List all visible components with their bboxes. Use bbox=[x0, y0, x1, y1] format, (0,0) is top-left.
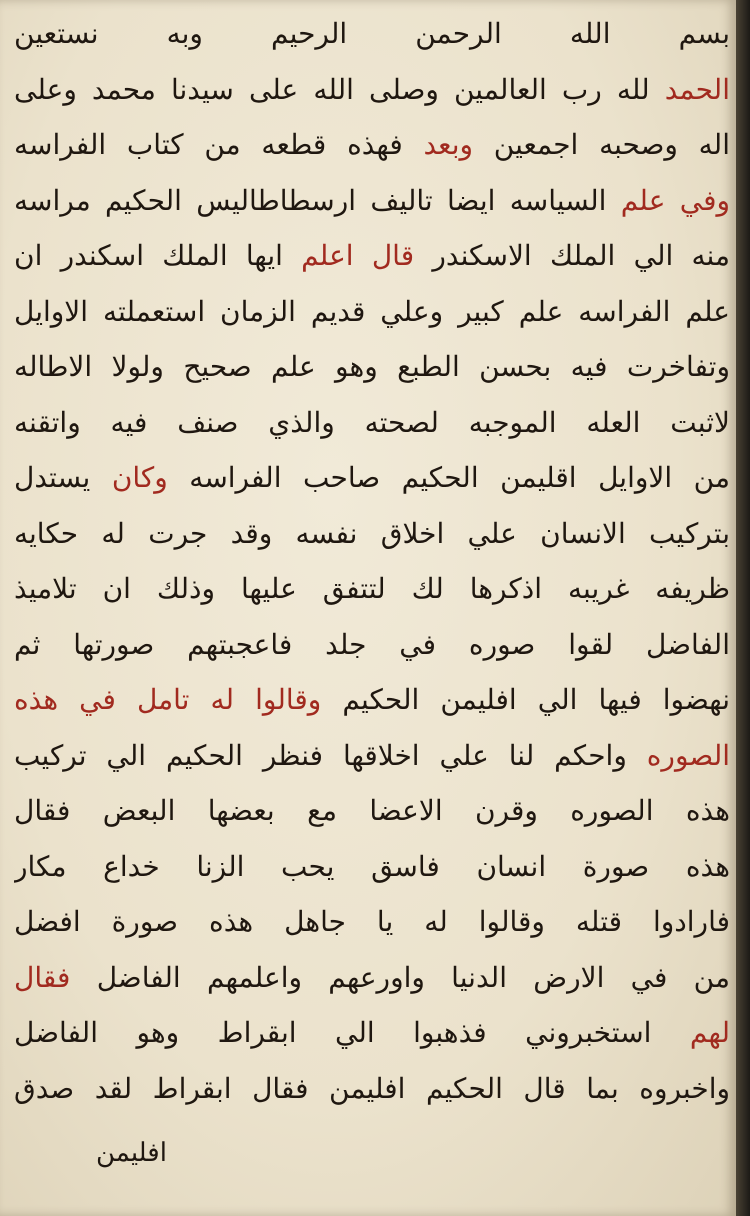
body-text: منه الي الملك الاسكندر bbox=[414, 239, 730, 272]
manuscript-line bbox=[14, 450, 730, 506]
manuscript-line bbox=[14, 561, 730, 617]
body-text: فهذه قطعه من كتاب الفراسه bbox=[14, 128, 424, 161]
body-text: يستدل bbox=[14, 461, 112, 494]
body-text: هذه الصوره وقرن الاعضا مع بعضها البعض فقال bbox=[14, 794, 730, 827]
body-text: السياسه ايضا تاليف ارسطاطاليس الحكيم مراسه bbox=[14, 183, 621, 217]
body-text: وتفاخرت فيه بحسن الطبع وهو علم صحيح ولولا الاطاله bbox=[14, 350, 730, 383]
manuscript-line bbox=[14, 173, 730, 229]
body-text: نهضوا فيها الي افليمن الحكيم bbox=[321, 683, 730, 716]
rubric-text: وقالوا له تامل في هذه bbox=[14, 683, 322, 716]
rubric-text: فقال bbox=[14, 960, 71, 994]
body-text: واحكم لنا علي اخلاقها فنظر الحكيم الي تركيب bbox=[14, 738, 647, 772]
body-text: من الاوايل اقليمن الحكيم صاحب الفراسه bbox=[167, 461, 730, 494]
rubric-text: وفي علم bbox=[620, 183, 730, 217]
manuscript-line bbox=[14, 1061, 730, 1117]
manuscript-line bbox=[14, 117, 730, 173]
manuscript-line bbox=[14, 6, 730, 62]
manuscript-line bbox=[14, 894, 730, 950]
body-text: ايها الملك اسكندر ان bbox=[14, 239, 302, 272]
manuscript-line bbox=[14, 1005, 730, 1061]
body-text: واخبروه بما قال الحكيم افليمن فقال ابقراط لقد صدق bbox=[14, 1071, 730, 1105]
body-text: فارادوا قتله وقالوا له يا جاهل هذه صورة افضل bbox=[14, 905, 730, 938]
manuscript-line bbox=[14, 672, 730, 728]
body-text: من في الارض الدنيا واورعهم واعلمهم الفاضل bbox=[70, 960, 730, 994]
manuscript-line bbox=[14, 62, 730, 118]
rubric-text: لهم bbox=[689, 1016, 730, 1049]
manuscript-text bbox=[14, 6, 730, 1116]
body-text: ظريفه غريبه اذكرها لك لتتفق عليها وذلك ان تلاميذ bbox=[14, 572, 730, 605]
body-text: بسم الله الرحمن الرحيم وبه نستعين bbox=[14, 17, 730, 50]
body-text: هذه صورة انسان فاسق يحب الزنا خداع مكار bbox=[14, 849, 730, 883]
rubric-text: وبعد bbox=[423, 128, 474, 161]
body-text: لله رب العالمين وصلى الله على سيدنا محمد وعلى bbox=[14, 72, 665, 106]
body-text: بتركيب الانسان علي اخلاق نفسه وقد جرت له حكايه bbox=[14, 516, 730, 550]
rubric-text: الصوره bbox=[646, 738, 730, 772]
body-text: اله وصحبه اجمعين bbox=[473, 128, 730, 161]
manuscript-line bbox=[14, 617, 730, 673]
body-text: علم الفراسه علم كبير وعلي قديم الزمان استعملته الاوايل bbox=[14, 294, 730, 328]
manuscript-line bbox=[14, 339, 730, 395]
manuscript-line bbox=[14, 506, 730, 562]
manuscript-line bbox=[14, 728, 730, 784]
manuscript-line bbox=[14, 395, 730, 451]
rubric-text: وكان bbox=[111, 461, 168, 494]
manuscript-line bbox=[14, 950, 730, 1006]
page-edge bbox=[736, 0, 750, 1216]
catchword: افليمن bbox=[96, 1138, 167, 1168]
manuscript-line bbox=[14, 228, 730, 284]
body-text: الفاضل لقوا صوره في جلد فاعجبتهم صورتها ثم bbox=[14, 627, 730, 661]
body-text: لاثبت العله الموجبه لصحته والذي صنف فيه واتقنه bbox=[14, 405, 730, 439]
body-text: استخبروني فذهبوا الي ابقراط وهو الفاضل bbox=[14, 1016, 690, 1049]
rubric-text: الحمد bbox=[664, 72, 730, 106]
manuscript-line bbox=[14, 839, 730, 895]
manuscript-line bbox=[14, 783, 730, 839]
rubric-text: قال اعلم bbox=[301, 239, 415, 272]
manuscript-line bbox=[14, 284, 730, 340]
